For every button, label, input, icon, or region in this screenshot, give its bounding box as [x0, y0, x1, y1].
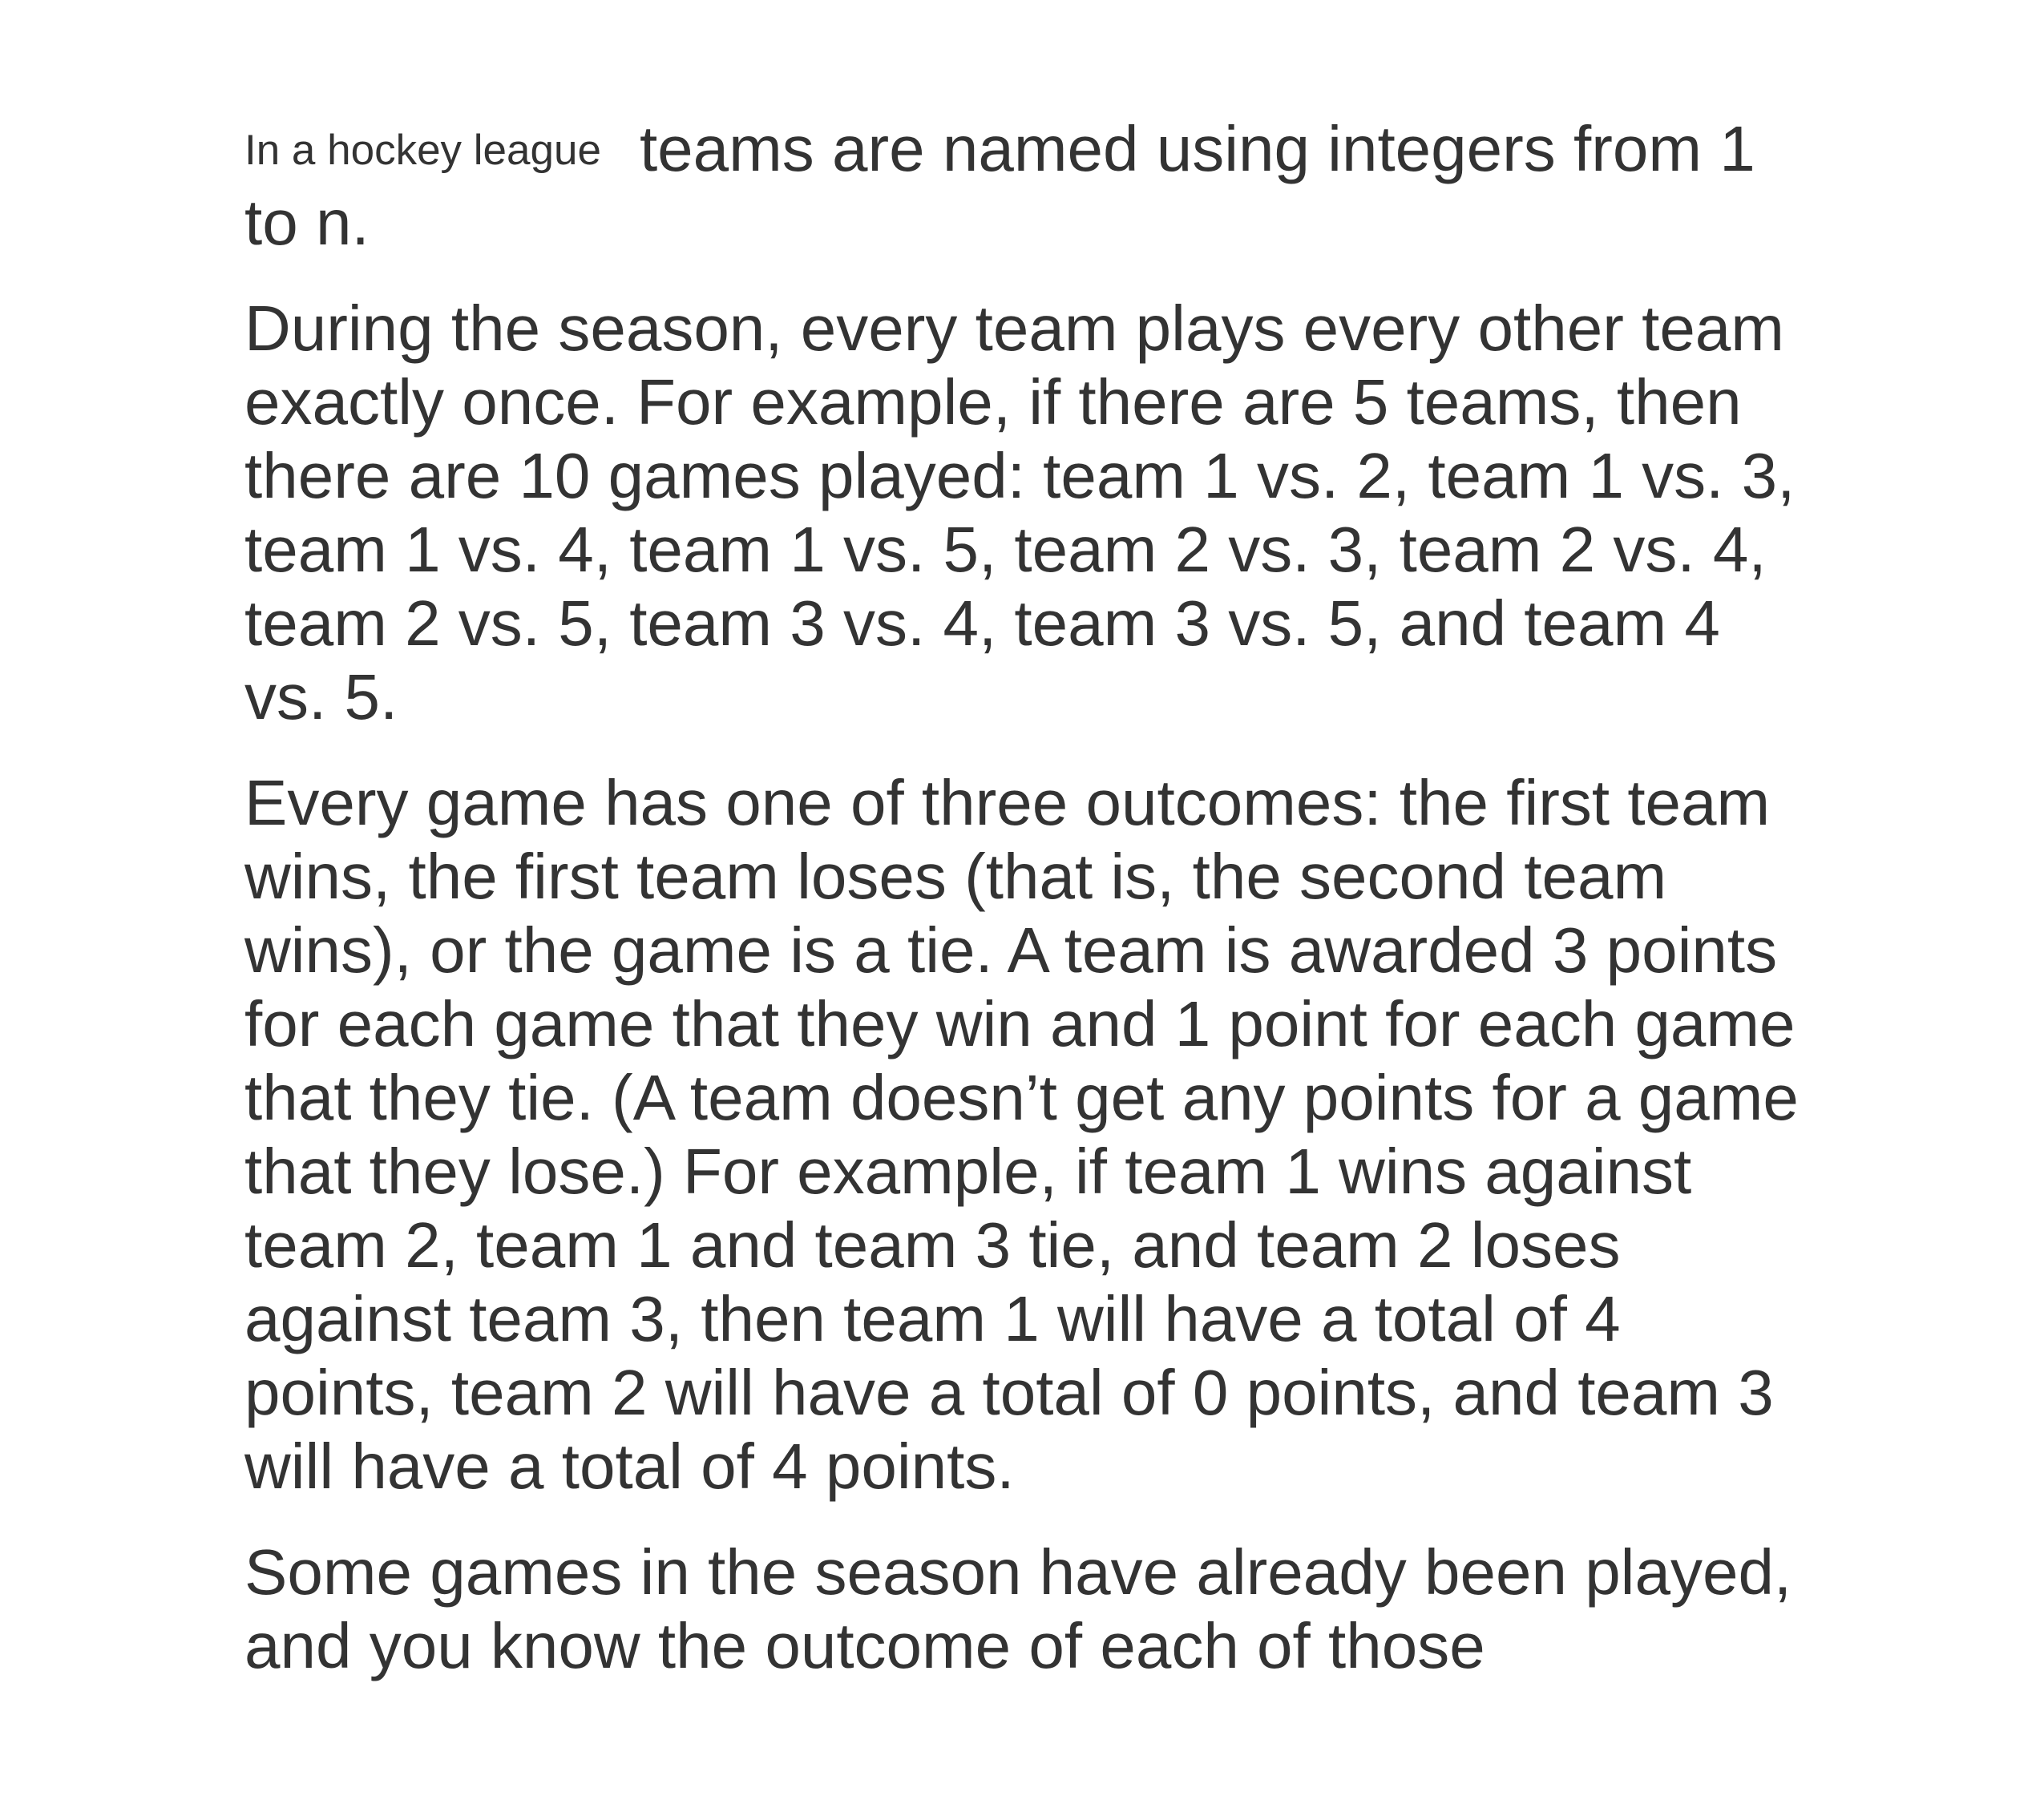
paragraph-1-line-2: to n. [244, 187, 370, 258]
paragraph-3-line: will have a total of 4 points. [244, 1431, 1015, 1502]
paragraph-2-line: exactly once. For example, if there are 5 teams, then [244, 366, 1742, 438]
paragraph-1-lead: In a hockey league [244, 127, 601, 174]
paragraph-2-line: During the season, every team plays every other team [244, 293, 1784, 364]
document-body [244, 112, 1848, 1683]
paragraph-gap [244, 260, 1848, 292]
paragraph-2-line: there are 10 games played: team 1 vs. 2, team 1 vs. 3, [244, 440, 1796, 511]
paragraph-4-line: and you know the outcome of each of those [244, 1610, 1485, 1681]
paragraph-3-line: that they tie. (A team doesn’t get any points for a game [244, 1062, 1799, 1133]
paragraph-3-line: wins, the first team loses (that is, the second team [244, 841, 1667, 912]
paragraph-4 [244, 1536, 1848, 1683]
paragraph-4-line: Some games in the season have already been played, [244, 1536, 1792, 1608]
paragraph-3 [244, 766, 1848, 1503]
paragraph-gap [244, 1503, 1848, 1536]
paragraph-2-line: team 1 vs. 4, team 1 vs. 5, team 2 vs. 3, team 2 vs. 4, [244, 514, 1767, 585]
paragraph-3-line: wins), or the game is a tie. A team is awarded 3 points [244, 914, 1778, 986]
paragraph-3-line: points, team 2 will have a total of 0 points, and team 3 [244, 1357, 1774, 1428]
paragraph-2-line: team 2 vs. 5, team 3 vs. 4, team 3 vs. 5, and team 4 [244, 587, 1720, 659]
paragraph-1-line-1-text: teams are named using integers from 1 [639, 113, 1755, 184]
paragraph-3-line: against team 3, then team 1 will have a total of 4 [244, 1283, 1621, 1354]
paragraph-3-line: for each game that they win and 1 point for each game [244, 988, 1796, 1059]
paragraph-gap [244, 734, 1848, 766]
paragraph-3-line: that they lose.) For example, if team 1 wins against [244, 1136, 1692, 1207]
paragraph-3-line: Every game has one of three outcomes: the first team [244, 767, 1771, 838]
paragraph-2 [244, 292, 1848, 734]
paragraph-1-line-1 [244, 112, 1848, 186]
paragraph-3-line: team 2, team 1 and team 3 tie, and team 2 loses [244, 1209, 1621, 1281]
paragraph-1 [244, 112, 1848, 260]
paragraph-2-line: vs. 5. [244, 661, 398, 733]
